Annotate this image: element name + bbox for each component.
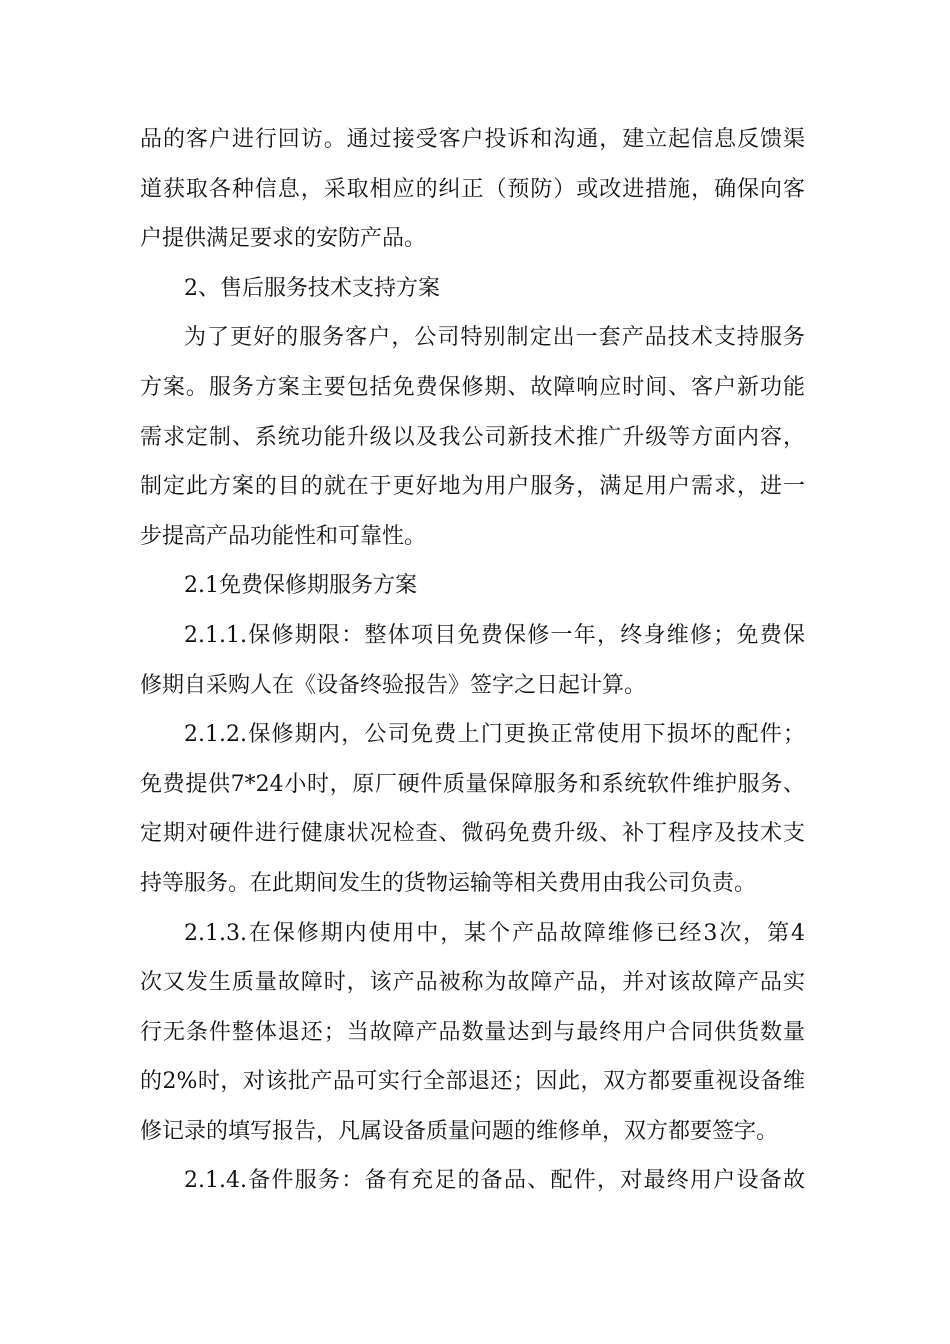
text-line: 持等服务。在此期间发生的货物运输等相关费用由我公司负责。 — [140, 870, 757, 896]
text-line: 修记录的填写报告，凡属设备质量问题的维修单，双方都要签字。 — [140, 1118, 779, 1144]
text-line: 次又发生质量故障时，该产品被称为故障产品，并对该故障产品实 — [140, 970, 805, 996]
text-line: 品的客户进行回访。通过接受客户投诉和沟通，建立起信息反馈渠 — [140, 127, 805, 152]
text-line: 2.1.2.保修期内，公司免费上门更换正常使用下损坏的配件； — [184, 722, 805, 748]
text-line: 需求定制、系统功能升级以及我公司新技术推广升级等方面内容， — [140, 424, 805, 450]
document-body — [140, 115, 805, 1206]
text-line: 道获取各种信息，采取相应的纠正（预防）或改进措施，确保向客 — [140, 176, 805, 202]
text-line: 修期自采购人在《设备终验报告》签字之日起计算。 — [140, 672, 647, 698]
text-line: 行无条件整体退还；当故障产品数量达到与最终用户合同供货数量 — [140, 1019, 805, 1045]
text-line: 为了更好的服务客户，公司特别制定出一套产品技术支持服务 — [184, 325, 805, 351]
text-line: 方案。服务方案主要包括免费保修期、故障响应时间、客户新功能 — [140, 374, 805, 400]
text-line: 的2%时，对该批产品可实行全部退还；因此，双方都要重视设备维 — [140, 1069, 805, 1095]
text-line: 2、售后服务技术支持方案 — [184, 275, 440, 301]
text-line: 2.1免费保修期服务方案 — [184, 573, 417, 599]
text-line: 制定此方案的目的就在于更好地为用户服务，满足用户需求，进一 — [140, 474, 805, 500]
text-line: 2.1.1.保修期限：整体项目免费保修一年，终身维修；免费保 — [184, 622, 805, 648]
text-line: 户提供满足要求的安防产品。 — [140, 226, 427, 252]
text-line: 2.1.4.备件服务：备有充足的备品、配件，对最终用户设备故 — [184, 1168, 805, 1194]
text-line: 2.1.3.在保修期内使用中，某个产品故障维修已经3次，第4 — [184, 920, 805, 946]
text-line: 定期对硬件进行健康状况检查、微码免费升级、补丁程序及技术支 — [140, 821, 805, 847]
text-line: 免费提供7*24小时，原厂硬件质量保障服务和系统软件维护服务、 — [140, 771, 805, 797]
text-line: 步提高产品功能性和可靠性。 — [140, 523, 427, 549]
